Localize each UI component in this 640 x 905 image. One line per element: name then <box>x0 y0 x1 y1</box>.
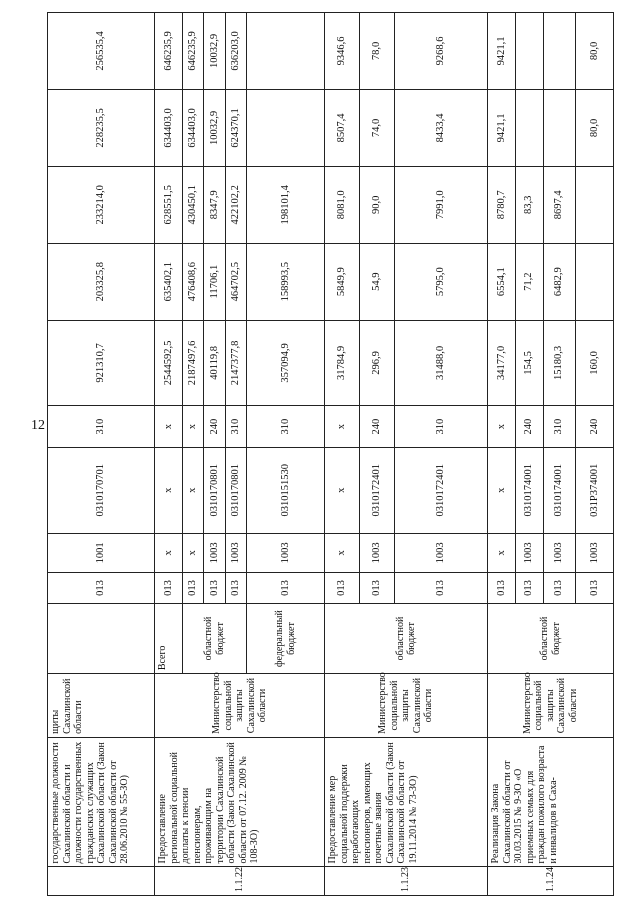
csr-code: 031Р374001 <box>576 447 614 533</box>
year3-value: 8433,4 <box>395 89 488 166</box>
vr-code: х <box>325 406 360 448</box>
rz-code: х <box>325 533 360 573</box>
year2-value <box>576 166 614 243</box>
year1-value: 6554,1 <box>488 243 516 320</box>
year4-value <box>543 13 576 90</box>
csr-code: 0310174001 <box>515 447 543 533</box>
measure-name: государственные должности Сахалинской области и должности государственных гражданских служащих Сахалинской области (Закон Сахалинской области от 28.06.2010 № 55-ЗО) <box>48 737 155 867</box>
year3-value: 228235,5 <box>48 89 155 166</box>
rz-code: х <box>488 533 516 573</box>
grbs-code: 013 <box>247 573 325 604</box>
year2-value: 83,3 <box>515 166 543 243</box>
csr-code: 0310172401 <box>395 447 488 533</box>
year4-value: 10032,9 <box>204 13 225 90</box>
year3-value <box>543 89 576 166</box>
table-row <box>48 13 155 896</box>
year4-value: 646235,9 <box>155 13 183 90</box>
year4-value: 9421,1 <box>488 13 516 90</box>
rotated-budget-table <box>47 12 614 896</box>
vr-code: 310 <box>395 406 488 448</box>
grbs-code: 013 <box>576 573 614 604</box>
funding-source: федеральный бюджет <box>247 603 325 673</box>
funding-source: областной бюджет <box>325 603 488 673</box>
budget-table <box>47 12 614 896</box>
year2-value: 198101,4 <box>247 166 325 243</box>
measure-name: Предоставление мер социальной поддержки неработающих пенсионеров, имеющих почетные звания Сахалинской области (Закон Сахалинской области от 19.11.2014 № 73-ЗО) <box>325 737 488 867</box>
executor: щиты Сахалинской области <box>48 674 155 738</box>
year1-value: 476408,6 <box>183 243 204 320</box>
grbs-code: 013 <box>183 573 204 604</box>
executor: Министерство социальной защиты Сахалинской области <box>325 674 488 738</box>
measure-name: Реализация Закона Сахалинской области от 30.03.2015 № 9-ЗО «О приемных семьях для граждан пожилого возраста и инвалидов в Саха- <box>488 737 614 867</box>
rz-code: 1003 <box>515 533 543 573</box>
year2-value: 422102,2 <box>225 166 246 243</box>
vr-code: х <box>488 406 516 448</box>
total-value: 2544592,5 <box>155 320 183 406</box>
year1-value <box>576 243 614 320</box>
csr-code: 0310170801 <box>204 447 225 533</box>
table-row <box>155 13 183 896</box>
funding-source: областной бюджет <box>183 603 247 673</box>
year3-value: 634403,0 <box>183 89 204 166</box>
rz-code: 1003 <box>576 533 614 573</box>
funding-source: Всего <box>155 603 183 673</box>
year4-value: 256535,4 <box>48 13 155 90</box>
funding-source: областной бюджет <box>488 603 614 673</box>
rz-code: х <box>155 533 183 573</box>
funding-source <box>48 603 155 673</box>
year1-value: 11706,1 <box>204 243 225 320</box>
csr-code: 0310170801 <box>225 447 246 533</box>
year3-value: 634403,0 <box>155 89 183 166</box>
grbs-code: 013 <box>48 573 155 604</box>
vr-code: 240 <box>576 406 614 448</box>
year2-value: 90,0 <box>360 166 395 243</box>
year3-value <box>247 89 325 166</box>
total-value: 2147377,8 <box>225 320 246 406</box>
year4-value <box>515 13 543 90</box>
year2-value: 430450,1 <box>183 166 204 243</box>
year2-value: 628551,5 <box>155 166 183 243</box>
year1-value: 6482,9 <box>543 243 576 320</box>
vr-code: 240 <box>515 406 543 448</box>
year4-value <box>247 13 325 90</box>
measure-name: Предоставление региональной социальной доплаты к пенсии пенсионерам, проживающим на территории Сахалинской области (Закон Сахалинской области от 07.12. 2009 № 108-ЗО) <box>155 737 325 867</box>
grbs-code: 013 <box>225 573 246 604</box>
total-value: 296,9 <box>360 320 395 406</box>
vr-code: х <box>183 406 204 448</box>
year3-value <box>515 89 543 166</box>
vr-code: 310 <box>48 406 155 448</box>
vr-code: 240 <box>204 406 225 448</box>
row-number: 1.1.22 <box>155 867 325 896</box>
total-value: 31488,0 <box>395 320 488 406</box>
vr-code: 310 <box>543 406 576 448</box>
page-number: 12 <box>31 418 45 433</box>
total-value: 357094,9 <box>247 320 325 406</box>
vr-code: 310 <box>225 406 246 448</box>
csr-code: 0310174001 <box>543 447 576 533</box>
vr-code: 240 <box>360 406 395 448</box>
total-value: 160,0 <box>576 320 614 406</box>
csr-code: х <box>325 447 360 533</box>
row-number: 1.1.24 <box>488 867 614 896</box>
table-row <box>488 13 516 896</box>
vr-code: х <box>155 406 183 448</box>
year1-value: 158993,5 <box>247 243 325 320</box>
csr-code: 0310151530 <box>247 447 325 533</box>
year2-value: 8347,9 <box>204 166 225 243</box>
csr-code: х <box>488 447 516 533</box>
grbs-code: 013 <box>515 573 543 604</box>
year2-value: 8081,0 <box>325 166 360 243</box>
year1-value: 71,2 <box>515 243 543 320</box>
year1-value: 203325,8 <box>48 243 155 320</box>
total-value: 31784,9 <box>325 320 360 406</box>
year4-value: 646235,9 <box>183 13 204 90</box>
rz-code: 1003 <box>543 533 576 573</box>
grbs-code: 013 <box>488 573 516 604</box>
grbs-code: 013 <box>543 573 576 604</box>
total-value: 40119,8 <box>204 320 225 406</box>
year3-value: 10032,9 <box>204 89 225 166</box>
rz-code: 1003 <box>360 533 395 573</box>
year2-value: 8780,7 <box>488 166 516 243</box>
row-number <box>48 867 155 896</box>
grbs-code: 013 <box>155 573 183 604</box>
year1-value: 464702,5 <box>225 243 246 320</box>
row-number: 1.1.23 <box>325 867 488 896</box>
total-value: 34177,0 <box>488 320 516 406</box>
year3-value: 8507,4 <box>325 89 360 166</box>
csr-code: 0310170701 <box>48 447 155 533</box>
rz-code: 1003 <box>204 533 225 573</box>
rz-code: 1001 <box>48 533 155 573</box>
year3-value: 80,0 <box>576 89 614 166</box>
year1-value: 5795,0 <box>395 243 488 320</box>
total-value: 15180,3 <box>543 320 576 406</box>
year3-value: 74,0 <box>360 89 395 166</box>
grbs-code: 013 <box>204 573 225 604</box>
rz-code: 1003 <box>395 533 488 573</box>
year4-value: 78,0 <box>360 13 395 90</box>
rz-code: 1003 <box>225 533 246 573</box>
grbs-code: 013 <box>360 573 395 604</box>
table-row <box>325 13 360 896</box>
csr-code: 0310172401 <box>360 447 395 533</box>
year3-value: 9421,1 <box>488 89 516 166</box>
executor: Министерство социальной защиты Сахалинской области <box>488 674 614 738</box>
year1-value: 5849,9 <box>325 243 360 320</box>
total-value: 921310,7 <box>48 320 155 406</box>
grbs-code: 013 <box>325 573 360 604</box>
executor: Министерство социальной защиты Сахалинской области <box>155 674 325 738</box>
year3-value: 624370,1 <box>225 89 246 166</box>
year1-value: 635402,1 <box>155 243 183 320</box>
total-value: 154,5 <box>515 320 543 406</box>
year2-value: 8697,4 <box>543 166 576 243</box>
csr-code: х <box>155 447 183 533</box>
vr-code: 310 <box>247 406 325 448</box>
year4-value: 9268,6 <box>395 13 488 90</box>
rz-code: х <box>183 533 204 573</box>
year4-value: 80,0 <box>576 13 614 90</box>
year1-value: 54,9 <box>360 243 395 320</box>
rz-code: 1003 <box>247 533 325 573</box>
year4-value: 636203,0 <box>225 13 246 90</box>
year2-value: 7991,0 <box>395 166 488 243</box>
grbs-code: 013 <box>395 573 488 604</box>
year4-value: 9346,6 <box>325 13 360 90</box>
total-value: 2187497,6 <box>183 320 204 406</box>
year2-value: 233214,0 <box>48 166 155 243</box>
csr-code: х <box>183 447 204 533</box>
